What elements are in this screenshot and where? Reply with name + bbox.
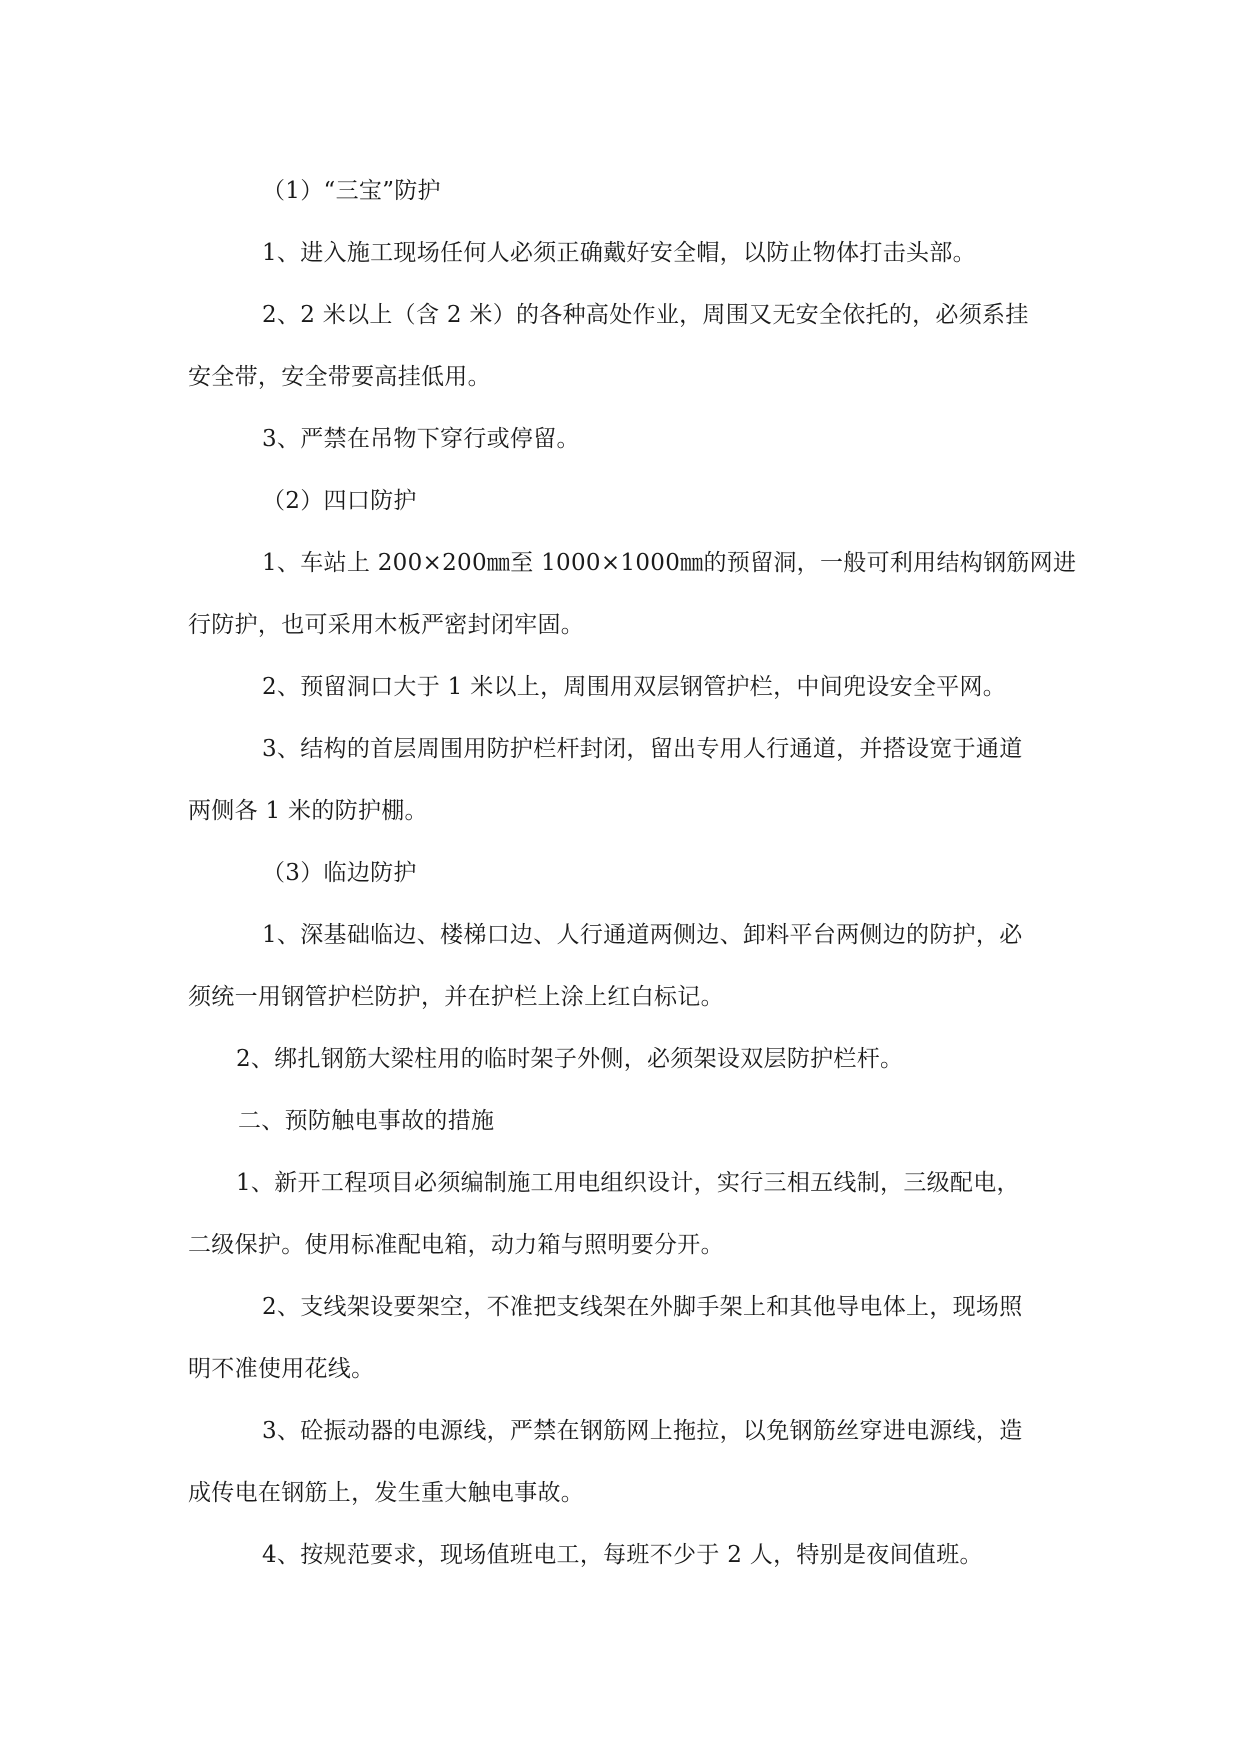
paragraph-line: 4、按规范要求，现场值班电工，每班不少于 2 人，特别是夜间值班。 [262,1542,983,1568]
paragraph-line: 3、砼振动器的电源线，严禁在钢筋网上拖拉，以免钢筋丝穿进电源线，造 [262,1418,1023,1444]
section-heading-four-openings: （2）四口防护 [262,488,417,514]
paragraph-line: 3、严禁在吊物下穿行或停留。 [262,426,580,452]
paragraph-line: 两侧各 1 米的防护棚。 [188,798,428,824]
paragraph-line: 2、预留洞口大于 1 米以上，周围用双层钢管护栏，中间兜设安全平网。 [262,674,1007,700]
paragraph-line: 1、深基础临边、楼梯口边、人行通道两侧边、卸料平台两侧边的防护，必 [262,922,1023,948]
paragraph-line: 二级保护。使用标准配电箱，动力箱与照明要分开。 [188,1232,724,1258]
paragraph-line: 明不准使用花线。 [188,1356,375,1382]
paragraph-line: 安全带，安全带要高挂低用。 [188,364,491,390]
paragraph-line: 须统一用钢管护栏防护，并在护栏上涂上红白标记。 [188,984,724,1010]
paragraph-line: 3、结构的首层周围用防护栏杆封闭，留出专用人行通道，并搭设宽于通道 [262,736,1023,762]
paragraph-line: 2、绑扎钢筋大梁柱用的临时架子外侧，必须架设双层防护栏杆。 [236,1046,904,1072]
section-heading-electrocution: 二、预防触电事故的措施 [238,1108,495,1134]
paragraph-line: 成传电在钢筋上，发生重大触电事故。 [188,1480,585,1506]
paragraph-line: 1、车站上 200×200㎜至 1000×1000㎜的预留洞，一般可利用结构钢筋网进 [262,550,1077,576]
paragraph-line: 2、支线架设要架空，不准把支线架在外脚手架上和其他导电体上，现场照 [262,1294,1023,1320]
paragraph-line: 1、进入施工现场任何人必须正确戴好安全帽，以防止物体打击头部。 [262,240,976,266]
paragraph-line: 2、2 米以上（含 2 米）的各种高处作业，周围又无安全依托的，必须系挂 [262,302,1029,328]
section-heading-three-treasures: （1）“三宝”防护 [262,178,441,204]
paragraph-line: 行防护，也可采用木板严密封闭牢固。 [188,612,585,638]
section-heading-edge-protection: （3）临边防护 [262,860,417,886]
paragraph-line: 1、新开工程项目必须编制施工用电组织设计，实行三相五线制，三级配电， [236,1170,1020,1196]
